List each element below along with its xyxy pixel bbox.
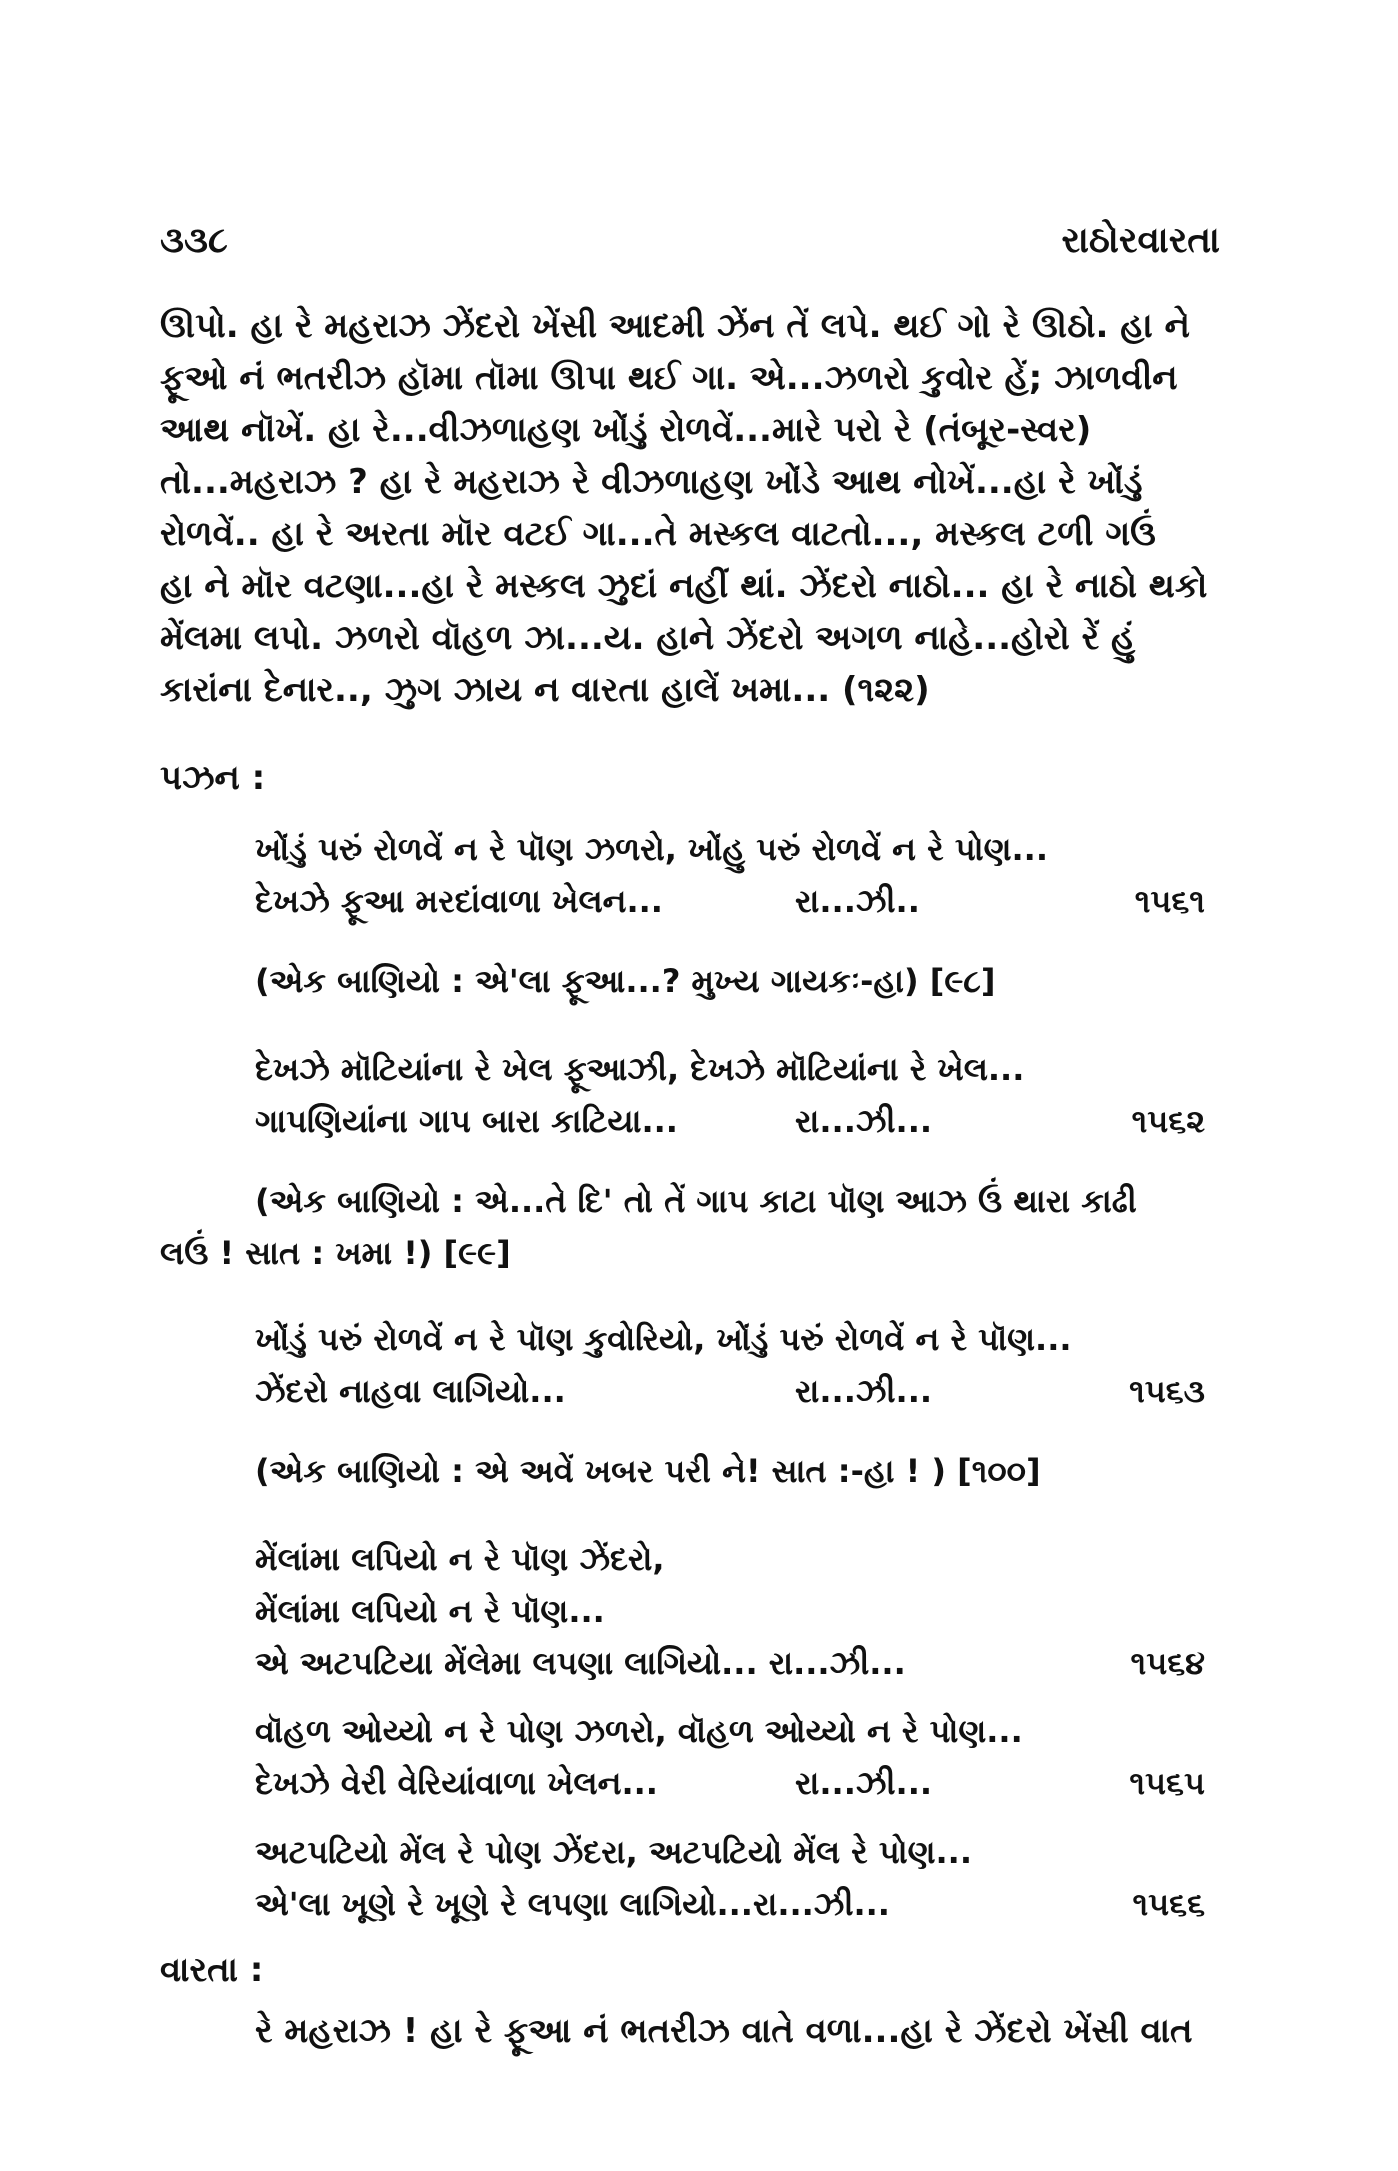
verse-line [255,1712,1205,1764]
verse-refrain: રા...ઝી.. [795,882,920,920]
verse-line [255,1592,1205,1644]
verse-text: એ'લા ખૂણે રે ખૂણે રે લપણા લાગિયો...રા...ઝી... [255,1885,890,1923]
varta-label: વારતા : [160,1950,264,1990]
verse-block [255,1540,1205,1696]
prose-line: રે મહરાઝ ! હા રે ફૂઆ નં ભતરીઝ વાતે વળા...હા રે ઝેંદરો ખેંસી વાત [255,2011,1193,2051]
verse-refrain: રા...ઝી... [795,1102,933,1140]
verse-text: દેખઝે વેરી વેરિયાંવાળા ખેલન... [255,1764,658,1802]
closing-paragraph [255,2005,1220,2057]
verse-block [255,1050,1205,1154]
verse-refrain: રા...ઝી... [795,1764,933,1802]
verse-text: દેખઝે મૉટિયાંના રે ખેલ ફૂઆઝી, દેખઝે મૉટિયાંના રે ખેલ... [255,1050,1025,1088]
verse-line [255,1372,1205,1424]
verse-text: ગાપણિયાંના ગાપ બારા કાટિયા... [255,1102,678,1140]
verse-number: ૧૫૬૫ [1129,1764,1205,1802]
verse-number: ૧૫૬૪ [1130,1644,1205,1682]
verse-line [255,882,1205,934]
verse-text: એ અટપટિયા મેંલેમા લપણા લાગિયો... રા...ઝી... [255,1644,906,1682]
verse-line [255,1764,1205,1816]
prose-line: કારાંના દેનાર.., ઝુગ ઝાય ન વારતા હાલેં ખમા... (૧૨૨) [160,670,930,710]
aside-text: (એક બાણિયો : એ...તે દિ' તો તેં ગાપ કાટા પૉણ આઝ ઉં થારા કાઢી [255,1182,1137,1220]
verse-number: ૧૫૬૩ [1129,1372,1205,1410]
verse-text: ખોંડું પરું રોળવેં ન રે પૉણ ઝળરો, ખોંહુ પરું રોળવેં ન રે પોણ... [255,830,1048,868]
verse-block [255,1712,1205,1816]
verse-refrain: રા...ઝી... [795,1372,933,1410]
verse-text: વૉહળ ઓય્યો ન રે પોણ ઝળરો, વૉહળ ઓય્યો ન રે પોણ... [255,1712,1023,1750]
verse-line [255,1320,1205,1372]
prose-line: મેંલમા લપો. ઝળરો વૉહળ ઝા...ય. હાને ઝેંદરો અગળ નાહે...હોરો રેં હું [160,618,1136,658]
verse-text: મેંલાંમા લપિયો ન રે પૉણ... [255,1592,605,1630]
verse-number: ૧૫૬૨ [1131,1102,1205,1140]
prose-line: તો...મહરાઝ ? હા રે મહરાઝ રે વીઝળાહણ ખોંડે આથ નોખેં...હા રે ખોંડું [160,462,1143,502]
prose-line: આથ નૉખેં. હા રે...વીઝળાહણ ખોંડું રોળવેં...મારે પરો રે (તંબૂર-સ્વર) [160,410,1092,450]
verse-aside [160,1175,1220,1279]
verse-line [255,1885,1205,1937]
verse-text: ખોંડું પરું રોળવેં ન રે પૉણ કુવોરિયો, ખોંડું પરું રોળવેં ન રે પૉણ... [255,1320,1072,1358]
pajan-label: પઝન : [160,758,266,798]
verse-text: ઝેંદરો નાહવા લાગિયો... [255,1372,566,1410]
page-header [160,220,1220,262]
verse-number: ૧૫૬૧ [1134,882,1205,920]
verse-line [255,1833,1205,1885]
verse-line [255,1644,1205,1696]
verse-line [255,1540,1205,1592]
prose-line: ઊપો. હા રે મહરાઝ ઝેંદરો ખેંસી આદમી ઝેંન તેં લપે. થઈ ગો રે ઊઠો. હા ને [160,306,1190,346]
prose-line: ફૂઓ નં ભતરીઝ હૉમા તૉમા ઊપા થઈ ગા. એ...ઝળરો કુવોર હેં; ઝાળવીન [160,358,1178,398]
running-title: રાઠોરવારતા [1061,220,1220,261]
aside-continuation: લઉં ! સાત : ખમા !) [૯૯] [160,1234,511,1272]
verse-line [255,1102,1205,1154]
verse-block [255,1320,1205,1424]
verse-block [255,1833,1205,1937]
prose-line: હા ને મૉર વટણા...હા રે મસ્કલ ઝુદાં નહીં થાં. ઝેંદરો નાઠો... હા રે નાઠો થકો [160,566,1208,606]
intro-paragraph [160,300,1220,716]
verse-aside: (એક બાણિયો : એ'લા ફૂઆ...? મુખ્ય ગાયકઃ-હા) [૯૮] [255,962,996,1000]
verse-text: મેંલાંમા લપિયો ન રે પૉણ ઝેંદરો, [255,1540,665,1578]
verse-block [255,830,1205,934]
prose-line: રોળવેં.. હા રે અરતા મૉર વટઈ ગા...તે મસ્કલ વાટતો..., મસ્કલ ટળી ગઉં [160,514,1156,554]
verse-line [255,830,1205,882]
verse-text: અટપટિયો મેંલ રે પોણ ઝેંદરા, અટપટિયો મેંલ રે પોણ... [255,1833,972,1871]
verse-line [255,1050,1205,1102]
verse-text: દેખઝે ફૂઆ મરદાંવાળા ખેલન... [255,882,663,920]
verse-number: ૧૫૬૬ [1132,1885,1205,1923]
page-number: ૩૩૮ [160,220,228,261]
verse-aside: (એક બાણિયો : એ અવેં ખબર પરી ને! સાત :-હા ! ) [૧૦૦] [255,1452,1041,1490]
